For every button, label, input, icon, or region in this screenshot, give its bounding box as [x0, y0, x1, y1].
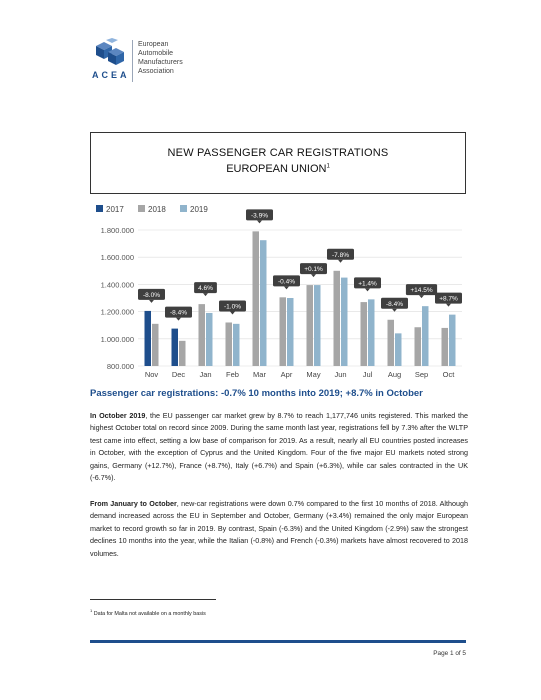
logo-name-line: Association [138, 68, 174, 75]
registrations-chart-svg [88, 198, 468, 386]
headline: Passenger car registrations: -0.7% 10 months into 2019; +8.7% in October [90, 388, 423, 399]
annotation-label: -8.4% [386, 300, 403, 308]
legend-swatch [180, 205, 187, 212]
legend-swatch [96, 205, 103, 212]
annotation-label: -8.0% [143, 291, 160, 299]
bar-2018-nov [152, 324, 159, 366]
legend-label: 2018 [148, 205, 166, 214]
paragraph-body: , the EU passenger car market grew by 8.7% to reach 1,177,746 units registered. This marked the highest October total on record since 2009. During the same month last year, registrations fell by 7.3% after the WLTP test came into effect, setting a low base of comparison for 2019. As a result, nearly all EU countries posted increases in October, with the exception of Cyprus and the United Kingdom. Four of the five major EU markets noted strong gains, Germany (+12.7%), France (+8.7%), Italy (+6.7%) and Spain (+6.3%), while car sales contracted in the UK (-6.7%). [90, 411, 468, 483]
annotation-label: -8.4% [170, 309, 187, 317]
x-tick-label: Mar [253, 370, 266, 379]
registrations-chart [88, 198, 468, 386]
logo-name-line: European [138, 41, 169, 48]
paragraph-body: , new-car registrations were down 0.7% compared to the first 10 months of 2018. Although demand increased across the EU in September and October, Germany (+3.4%) remained the only major European market to record growth so far in 2019. By contrast, Spain (-6.3%) and the United Kingdom (-2.9%) saw the strongest declines 10 months into the year, while the Italian (-0.8%) and French (-0.3%) markets have almost recovered to 2018 volumes. [90, 499, 468, 558]
y-tick-label: 1.200.000 [100, 307, 134, 317]
bar-2019-aug [395, 333, 402, 366]
annotation-label: 4.6% [198, 285, 213, 293]
annotation-pointer [149, 300, 154, 303]
annotation-pointer [311, 274, 316, 277]
annotation-label: -3.9% [251, 212, 268, 220]
page-number: Page 1 of 5 [433, 650, 466, 657]
y-tick-label: 1.600.000 [100, 253, 134, 263]
y-tick-label: 1.800.000 [100, 226, 134, 235]
bar-2019-jul [368, 299, 375, 366]
bar-2018-mar [253, 231, 260, 366]
x-tick-label: Oct [442, 370, 455, 379]
bar-2017-dec [172, 329, 179, 366]
bar-2018-oct [442, 328, 449, 366]
y-tick-label: 1.400.000 [100, 280, 134, 290]
bar-2019-may [314, 285, 321, 366]
logo-divider [132, 40, 133, 82]
x-tick-label: Jul [362, 370, 373, 379]
logo-name-line: Manufacturers [138, 59, 183, 66]
annotation-label: +1.4% [358, 280, 377, 288]
logo-name [138, 40, 183, 76]
bar-2018-dec [179, 341, 186, 366]
annotation-pointer [284, 286, 289, 289]
title-line1: NEW PASSENGER CAR REGISTRATIONS [167, 147, 389, 159]
x-tick-label: Nov [144, 370, 159, 379]
annotation-pointer [419, 295, 424, 298]
paragraph-lead: From January to October [90, 499, 177, 508]
annotation-label: -7.8% [332, 251, 349, 259]
annotation-pointer [230, 311, 235, 314]
annotation-pointer [446, 304, 451, 307]
annotation-label: +8.7% [439, 295, 458, 303]
bar-2018-apr [280, 297, 287, 366]
title-line2 [91, 163, 465, 175]
annotation-label: -0.4% [278, 278, 295, 286]
paragraph-october [90, 410, 468, 484]
annotation-pointer [257, 220, 262, 223]
acea-cube-icon [92, 38, 128, 68]
annotation-pointer [176, 318, 181, 321]
annotation-pointer [338, 260, 343, 263]
annotation-label: +0.1% [304, 266, 323, 274]
bar-2019-jan [206, 313, 213, 366]
x-tick-label: Dec [171, 370, 186, 379]
annotation-label: +14.5% [410, 287, 433, 295]
bar-2017-nov [145, 311, 152, 366]
bar-2018-sep [415, 327, 422, 366]
logo-name-line: Automobile [138, 50, 174, 57]
title-footnote-mark: 1 [326, 163, 330, 170]
bar-2018-jul [361, 302, 368, 366]
bar-2019-sep [422, 306, 429, 366]
y-tick-label: 1.000.000 [100, 334, 134, 344]
bar-2018-feb [226, 322, 233, 366]
paragraph-lead: In October 2019 [90, 411, 146, 420]
bar-2018-jan [199, 304, 206, 366]
x-tick-label: Aug [387, 370, 402, 379]
bar-2018-aug [388, 320, 395, 366]
legend-swatch [138, 205, 145, 212]
title-box [90, 132, 466, 194]
x-tick-label: Jun [334, 370, 347, 379]
logo-acronym: ACEA [92, 70, 130, 80]
annotation-pointer [203, 293, 208, 296]
bar-2019-feb [233, 324, 240, 366]
x-tick-label: Sep [414, 370, 429, 379]
acea-logo [90, 36, 230, 86]
bar-2019-jun [341, 278, 348, 366]
title-line2-text: EUROPEAN UNION [226, 163, 327, 175]
legend-label: 2017 [106, 205, 124, 214]
x-tick-label: Apr [280, 370, 293, 379]
paragraph-ytd [90, 498, 468, 560]
bar-2018-may [307, 285, 314, 366]
footnote-mark: 1 [90, 608, 93, 613]
footer-rule [90, 640, 466, 643]
x-tick-label: May [306, 370, 321, 379]
annotation-label: -1.0% [224, 303, 241, 311]
footnote [90, 608, 206, 617]
annotation-pointer [365, 288, 370, 291]
x-tick-label: Feb [226, 370, 239, 379]
legend-label: 2019 [190, 205, 208, 214]
y-tick-label: 800.000 [106, 362, 134, 371]
bar-2019-mar [260, 240, 267, 366]
footnote-text: Data for Malta not available on a monthly basis [92, 610, 206, 617]
bar-2018-jun [334, 271, 341, 366]
bar-2019-apr [287, 298, 294, 366]
x-tick-label: Jan [199, 370, 212, 379]
footnote-rule [90, 599, 216, 600]
bar-2019-oct [449, 315, 456, 366]
